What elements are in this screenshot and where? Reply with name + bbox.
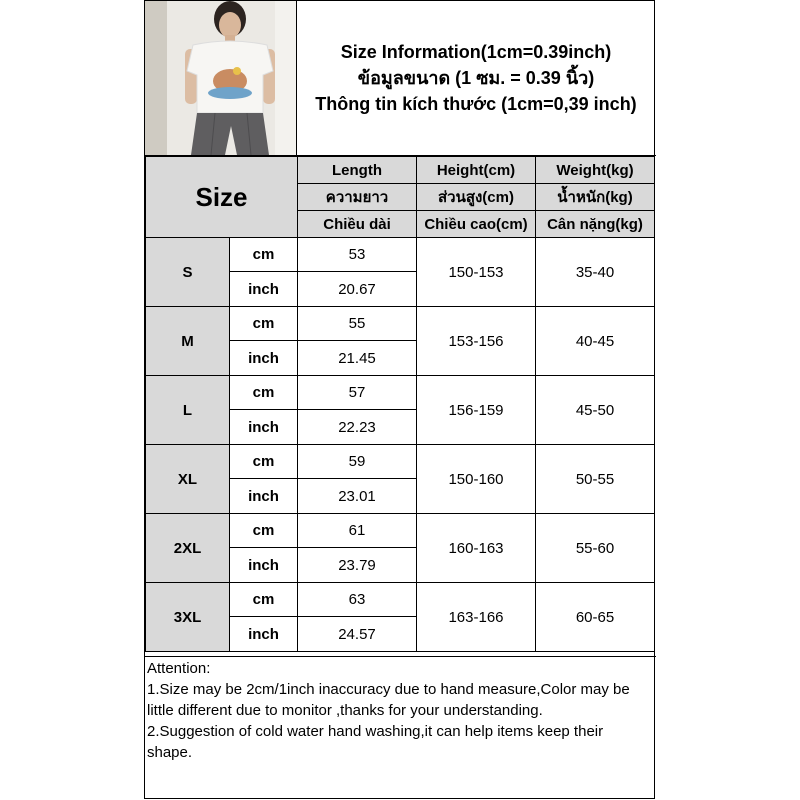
unit-cm: cm — [230, 376, 298, 410]
length-inch: 24.57 — [298, 617, 417, 652]
size-chart-table — [145, 156, 655, 652]
height-range: 156-159 — [417, 376, 536, 445]
height-header-vi: Chiều cao(cm) — [417, 211, 536, 238]
weight-header-en: Weight(kg) — [536, 157, 655, 184]
unit-inch: inch — [230, 341, 298, 376]
header-row-english — [146, 157, 655, 184]
notes-heading: Attention: — [147, 660, 211, 677]
notes-line-2: 2.Suggestion of cold water hand washing,it can help items keep their shape. — [147, 723, 604, 761]
height-header-en: Height(cm) — [417, 157, 536, 184]
weight-header-th: น้ำหนัก(kg) — [536, 184, 655, 211]
notes-line-1: 1.Size may be 2cm/1inch inaccuracy due to hand measure,Color may be little different due to monitor ,thanks for your understanding. — [147, 681, 630, 719]
unit-cm: cm — [230, 445, 298, 479]
size-label: 3XL — [146, 583, 230, 652]
table-row — [146, 514, 655, 548]
weight-range: 50-55 — [536, 445, 655, 514]
table-row — [146, 307, 655, 341]
weight-range: 55-60 — [536, 514, 655, 583]
weight-range: 40-45 — [536, 307, 655, 376]
height-range: 163-166 — [417, 583, 536, 652]
height-range: 160-163 — [417, 514, 536, 583]
length-inch: 22.23 — [298, 410, 417, 445]
size-label: XL — [146, 445, 230, 514]
unit-inch: inch — [230, 548, 298, 583]
model-photo-illustration — [145, 1, 296, 155]
title-vietnamese: Thông tin kích thước (1cm=0,39 inch) — [315, 94, 637, 114]
length-cm: 61 — [298, 514, 417, 548]
length-header-vi: Chiều dài — [298, 211, 417, 238]
height-range: 153-156 — [417, 307, 536, 376]
photo-divider — [296, 0, 297, 156]
size-label: 2XL — [146, 514, 230, 583]
length-inch: 23.79 — [298, 548, 417, 583]
unit-cm: cm — [230, 238, 298, 272]
length-header-en: Length — [298, 157, 417, 184]
weight-range: 60-65 — [536, 583, 655, 652]
table-row — [146, 583, 655, 617]
weight-range: 45-50 — [536, 376, 655, 445]
size-label: M — [146, 307, 230, 376]
length-inch: 23.01 — [298, 479, 417, 514]
unit-inch: inch — [230, 410, 298, 445]
height-range: 150-160 — [417, 445, 536, 514]
height-header-th: ส่วนสูง(cm) — [417, 184, 536, 211]
notes-divider — [144, 656, 656, 657]
size-info-title — [297, 1, 655, 155]
table-row — [146, 376, 655, 410]
unit-cm: cm — [230, 307, 298, 341]
header-divider — [144, 155, 656, 156]
length-inch: 21.45 — [298, 341, 417, 376]
unit-cm: cm — [230, 583, 298, 617]
weight-range: 35-40 — [536, 238, 655, 307]
title-english: Size Information(1cm=0.39inch) — [340, 42, 612, 62]
length-cm: 53 — [298, 238, 417, 272]
weight-header-vi: Cân nặng(kg) — [536, 211, 655, 238]
length-cm: 57 — [298, 376, 417, 410]
length-header-th: ความยาว — [298, 184, 417, 211]
title-thai: ข้อมูลขนาด (1 ซม. = 0.39 นิ้ว) — [357, 68, 595, 88]
size-label: S — [146, 238, 230, 307]
product-photo — [145, 1, 296, 155]
table-row — [146, 238, 655, 272]
length-inch: 20.67 — [298, 272, 417, 307]
unit-inch: inch — [230, 479, 298, 514]
length-cm: 59 — [298, 445, 417, 479]
length-cm: 55 — [298, 307, 417, 341]
unit-inch: inch — [230, 617, 298, 652]
table-row — [146, 445, 655, 479]
size-label: L — [146, 376, 230, 445]
height-range: 150-153 — [417, 238, 536, 307]
size-header: Size — [146, 157, 298, 238]
unit-inch: inch — [230, 272, 298, 307]
attention-notes — [145, 657, 653, 799]
length-cm: 63 — [298, 583, 417, 617]
unit-cm: cm — [230, 514, 298, 548]
